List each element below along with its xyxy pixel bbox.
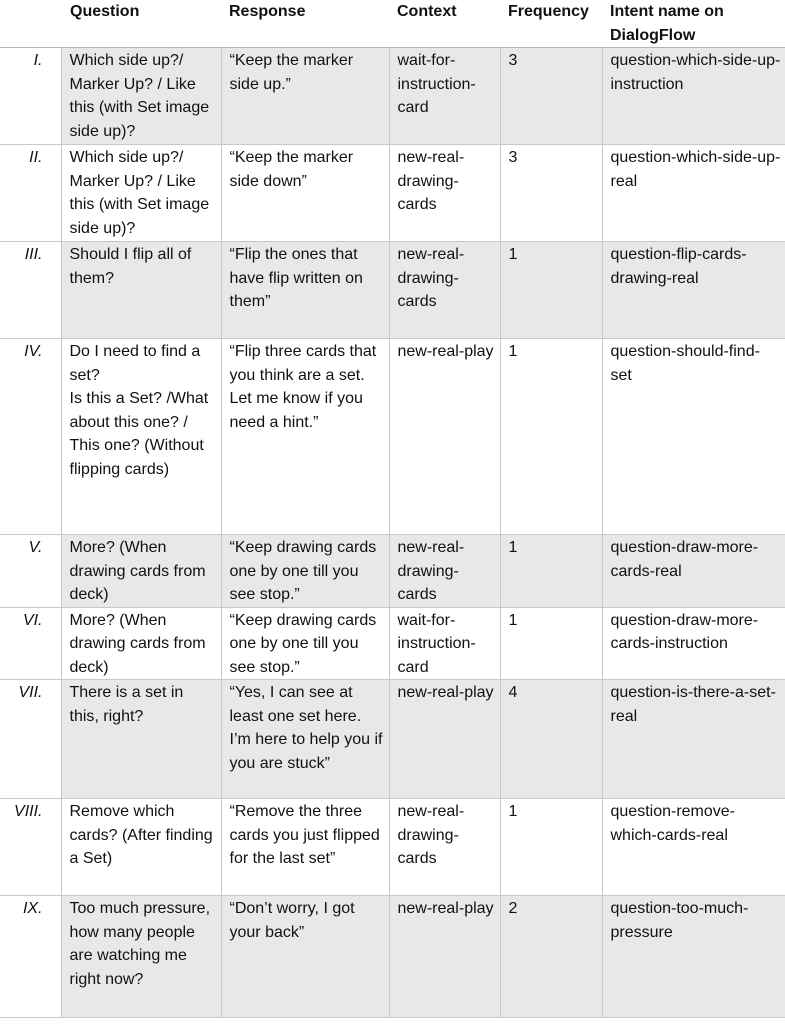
context-cell: new-real-play — [389, 896, 500, 1018]
response-cell: “Don’t worry, I got your back” — [221, 896, 389, 1018]
context-cell: new-real-drawing-cards — [389, 242, 500, 339]
intent-cell: question-which-side-up-instruction — [602, 48, 785, 145]
response-cell: “Flip three cards that you think are a set. Let me know if you need a hint.” — [221, 339, 389, 535]
intent-cell: question-too-much-pressure — [602, 896, 785, 1018]
table-row — [0, 799, 785, 896]
table-row — [0, 48, 785, 145]
frequency-cell: 2 — [500, 896, 602, 1018]
response-cell: “Yes, I can see at least one set here. I’m here to help you if you are stuck” — [221, 680, 389, 799]
context-cell: wait-for-instruction-card — [389, 607, 500, 680]
intent-cell: question-flip-cards-drawing-real — [602, 242, 785, 339]
intent-cell: question-remove-which-cards-real — [602, 799, 785, 896]
header-response: Response — [221, 0, 389, 48]
intent-cell: question-which-side-up-real — [602, 145, 785, 242]
frequency-cell: 3 — [500, 145, 602, 242]
question-cell: More? (When drawing cards from deck) — [61, 607, 221, 680]
frequency-cell: 1 — [500, 242, 602, 339]
response-cell: “Keep the marker side down” — [221, 145, 389, 242]
header-question: Question — [61, 0, 221, 48]
intent-cell: question-draw-more-cards-instruction — [602, 607, 785, 680]
header-number — [0, 0, 61, 48]
question-cell: More? (When drawing cards from deck) — [61, 535, 221, 608]
context-cell: new-real-play — [389, 680, 500, 799]
context-cell: new-real-drawing-cards — [389, 535, 500, 608]
question-line: Is this a Set? /What about this one? / This one? (Without flipping cards) — [69, 390, 209, 478]
question-cell: Which side up?/ Marker Up? / Like this (with Set image side up)? — [61, 48, 221, 145]
frequency-cell: 4 — [500, 680, 602, 799]
header-context: Context — [389, 0, 500, 48]
frequency-cell: 1 — [500, 799, 602, 896]
response-cell: “Keep drawing cards one by one till you see stop.” — [221, 535, 389, 608]
intent-cell: question-is-there-a-set-real — [602, 680, 785, 799]
context-cell: new-real-drawing-cards — [389, 799, 500, 896]
row-number: VIII. — [0, 799, 61, 896]
row-number: IV. — [0, 339, 61, 535]
response-cell: “Keep the marker side up.” — [221, 48, 389, 145]
intent-cell: question-draw-more-cards-real — [602, 535, 785, 608]
frequency-cell: 1 — [500, 607, 602, 680]
row-number: VII. — [0, 680, 61, 799]
header-row — [0, 0, 785, 48]
response-cell: “Keep drawing cards one by one till you see stop.” — [221, 607, 389, 680]
question-cell: Too much pressure, how many people are watching me right now? — [61, 896, 221, 1018]
table-row — [0, 896, 785, 1018]
context-cell: new-real-play — [389, 339, 500, 535]
context-cell: new-real-drawing-cards — [389, 145, 500, 242]
frequency-cell: 1 — [500, 535, 602, 608]
row-number: V. — [0, 535, 61, 608]
context-cell: wait-for-instruction-card — [389, 48, 500, 145]
table-row — [0, 339, 785, 535]
response-cell: “Remove the three cards you just flipped for the last set” — [221, 799, 389, 896]
question-cell: Should I flip all of them? — [61, 242, 221, 339]
question-cell: There is a set in this, right? — [61, 680, 221, 799]
row-number: IX. — [0, 896, 61, 1018]
row-number: III. — [0, 242, 61, 339]
table-row — [0, 242, 785, 339]
table-row — [0, 680, 785, 799]
frequency-cell: 3 — [500, 48, 602, 145]
header-frequency: Frequency — [500, 0, 602, 48]
header-intent: Intent name on DialogFlow — [602, 0, 785, 48]
row-number: II. — [0, 145, 61, 242]
question-cell: Which side up?/ Marker Up? / Like this (with Set image side up)? — [61, 145, 221, 242]
question-cell: Remove which cards? (After finding a Set) — [61, 799, 221, 896]
question-cell — [61, 339, 221, 535]
table-row — [0, 607, 785, 680]
table-row — [0, 145, 785, 242]
intent-cell: question-should-find-set — [602, 339, 785, 535]
frequency-cell: 1 — [500, 339, 602, 535]
table-row — [0, 535, 785, 608]
row-number: VI. — [0, 607, 61, 680]
question-line: Do I need to find a set? — [69, 343, 201, 384]
row-number: I. — [0, 48, 61, 145]
response-cell: “Flip the ones that have flip written on them” — [221, 242, 389, 339]
